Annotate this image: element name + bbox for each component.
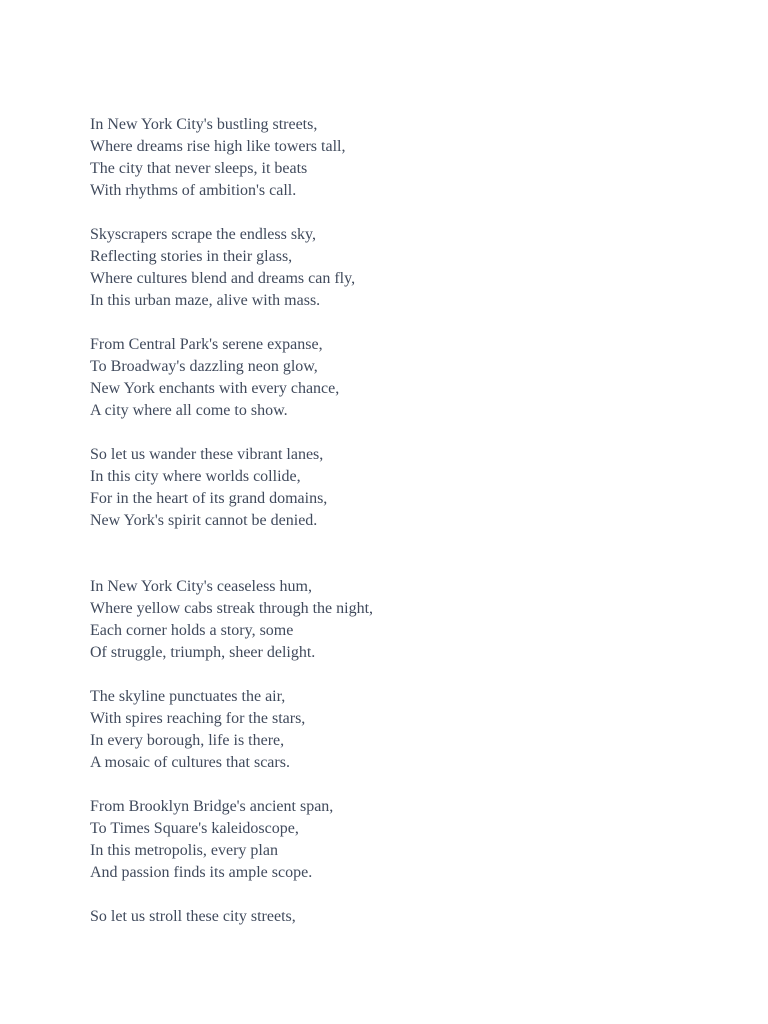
poem-line: So let us stroll these city streets, <box>90 908 296 925</box>
poem-line: To Times Square's kaleidoscope, <box>90 820 299 837</box>
poem-line: Each corner holds a story, some <box>90 622 294 639</box>
stanza-4 <box>90 444 730 532</box>
poem-line: In New York City's ceaseless hum, <box>90 578 312 595</box>
poem-line: Of struggle, triumph, sheer delight. <box>90 644 316 661</box>
poem-line: Reflecting stories in their glass, <box>90 248 293 265</box>
poem-line: Where cultures blend and dreams can fly, <box>90 270 356 287</box>
poem-line: With spires reaching for the stars, <box>90 710 306 727</box>
poem-line: Where yellow cabs streak through the night, <box>90 600 374 617</box>
stanza-8 <box>90 906 730 928</box>
poem-line: New York's spirit cannot be denied. <box>90 512 318 529</box>
poem-line: And passion finds its ample scope. <box>90 864 313 881</box>
stanza-3 <box>90 334 730 422</box>
poem-line: In every borough, life is there, <box>90 732 285 749</box>
poem-line: In this urban maze, alive with mass. <box>90 292 321 309</box>
poem-line: So let us wander these vibrant lanes, <box>90 446 324 463</box>
poem-line: In this city where worlds collide, <box>90 468 301 485</box>
poem-body <box>90 114 730 950</box>
stanza-1 <box>90 114 730 202</box>
stanza-6 <box>90 686 730 774</box>
poem-line: In New York City's bustling streets, <box>90 116 318 133</box>
poem-line: With rhythms of ambition's call. <box>90 182 297 199</box>
poem-line: New York enchants with every chance, <box>90 380 340 397</box>
stanza-5 <box>90 576 730 664</box>
stanza-2 <box>90 224 730 312</box>
poem-line: The city that never sleeps, it beats <box>90 160 308 177</box>
poem-line: From Central Park's serene expanse, <box>90 336 323 353</box>
poem-line: From Brooklyn Bridge's ancient span, <box>90 798 334 815</box>
poem-line: Skyscrapers scrape the endless sky, <box>90 226 317 243</box>
stanza-7 <box>90 796 730 884</box>
poem-line: The skyline punctuates the air, <box>90 688 286 705</box>
poem-line: A city where all come to show. <box>90 402 288 419</box>
poem-line: To Broadway's dazzling neon glow, <box>90 358 318 375</box>
poem-line: Where dreams rise high like towers tall, <box>90 138 346 155</box>
poem-line: For in the heart of its grand domains, <box>90 490 328 507</box>
poem-line: A mosaic of cultures that scars. <box>90 754 290 771</box>
poem-line: In this metropolis, every plan <box>90 842 278 859</box>
